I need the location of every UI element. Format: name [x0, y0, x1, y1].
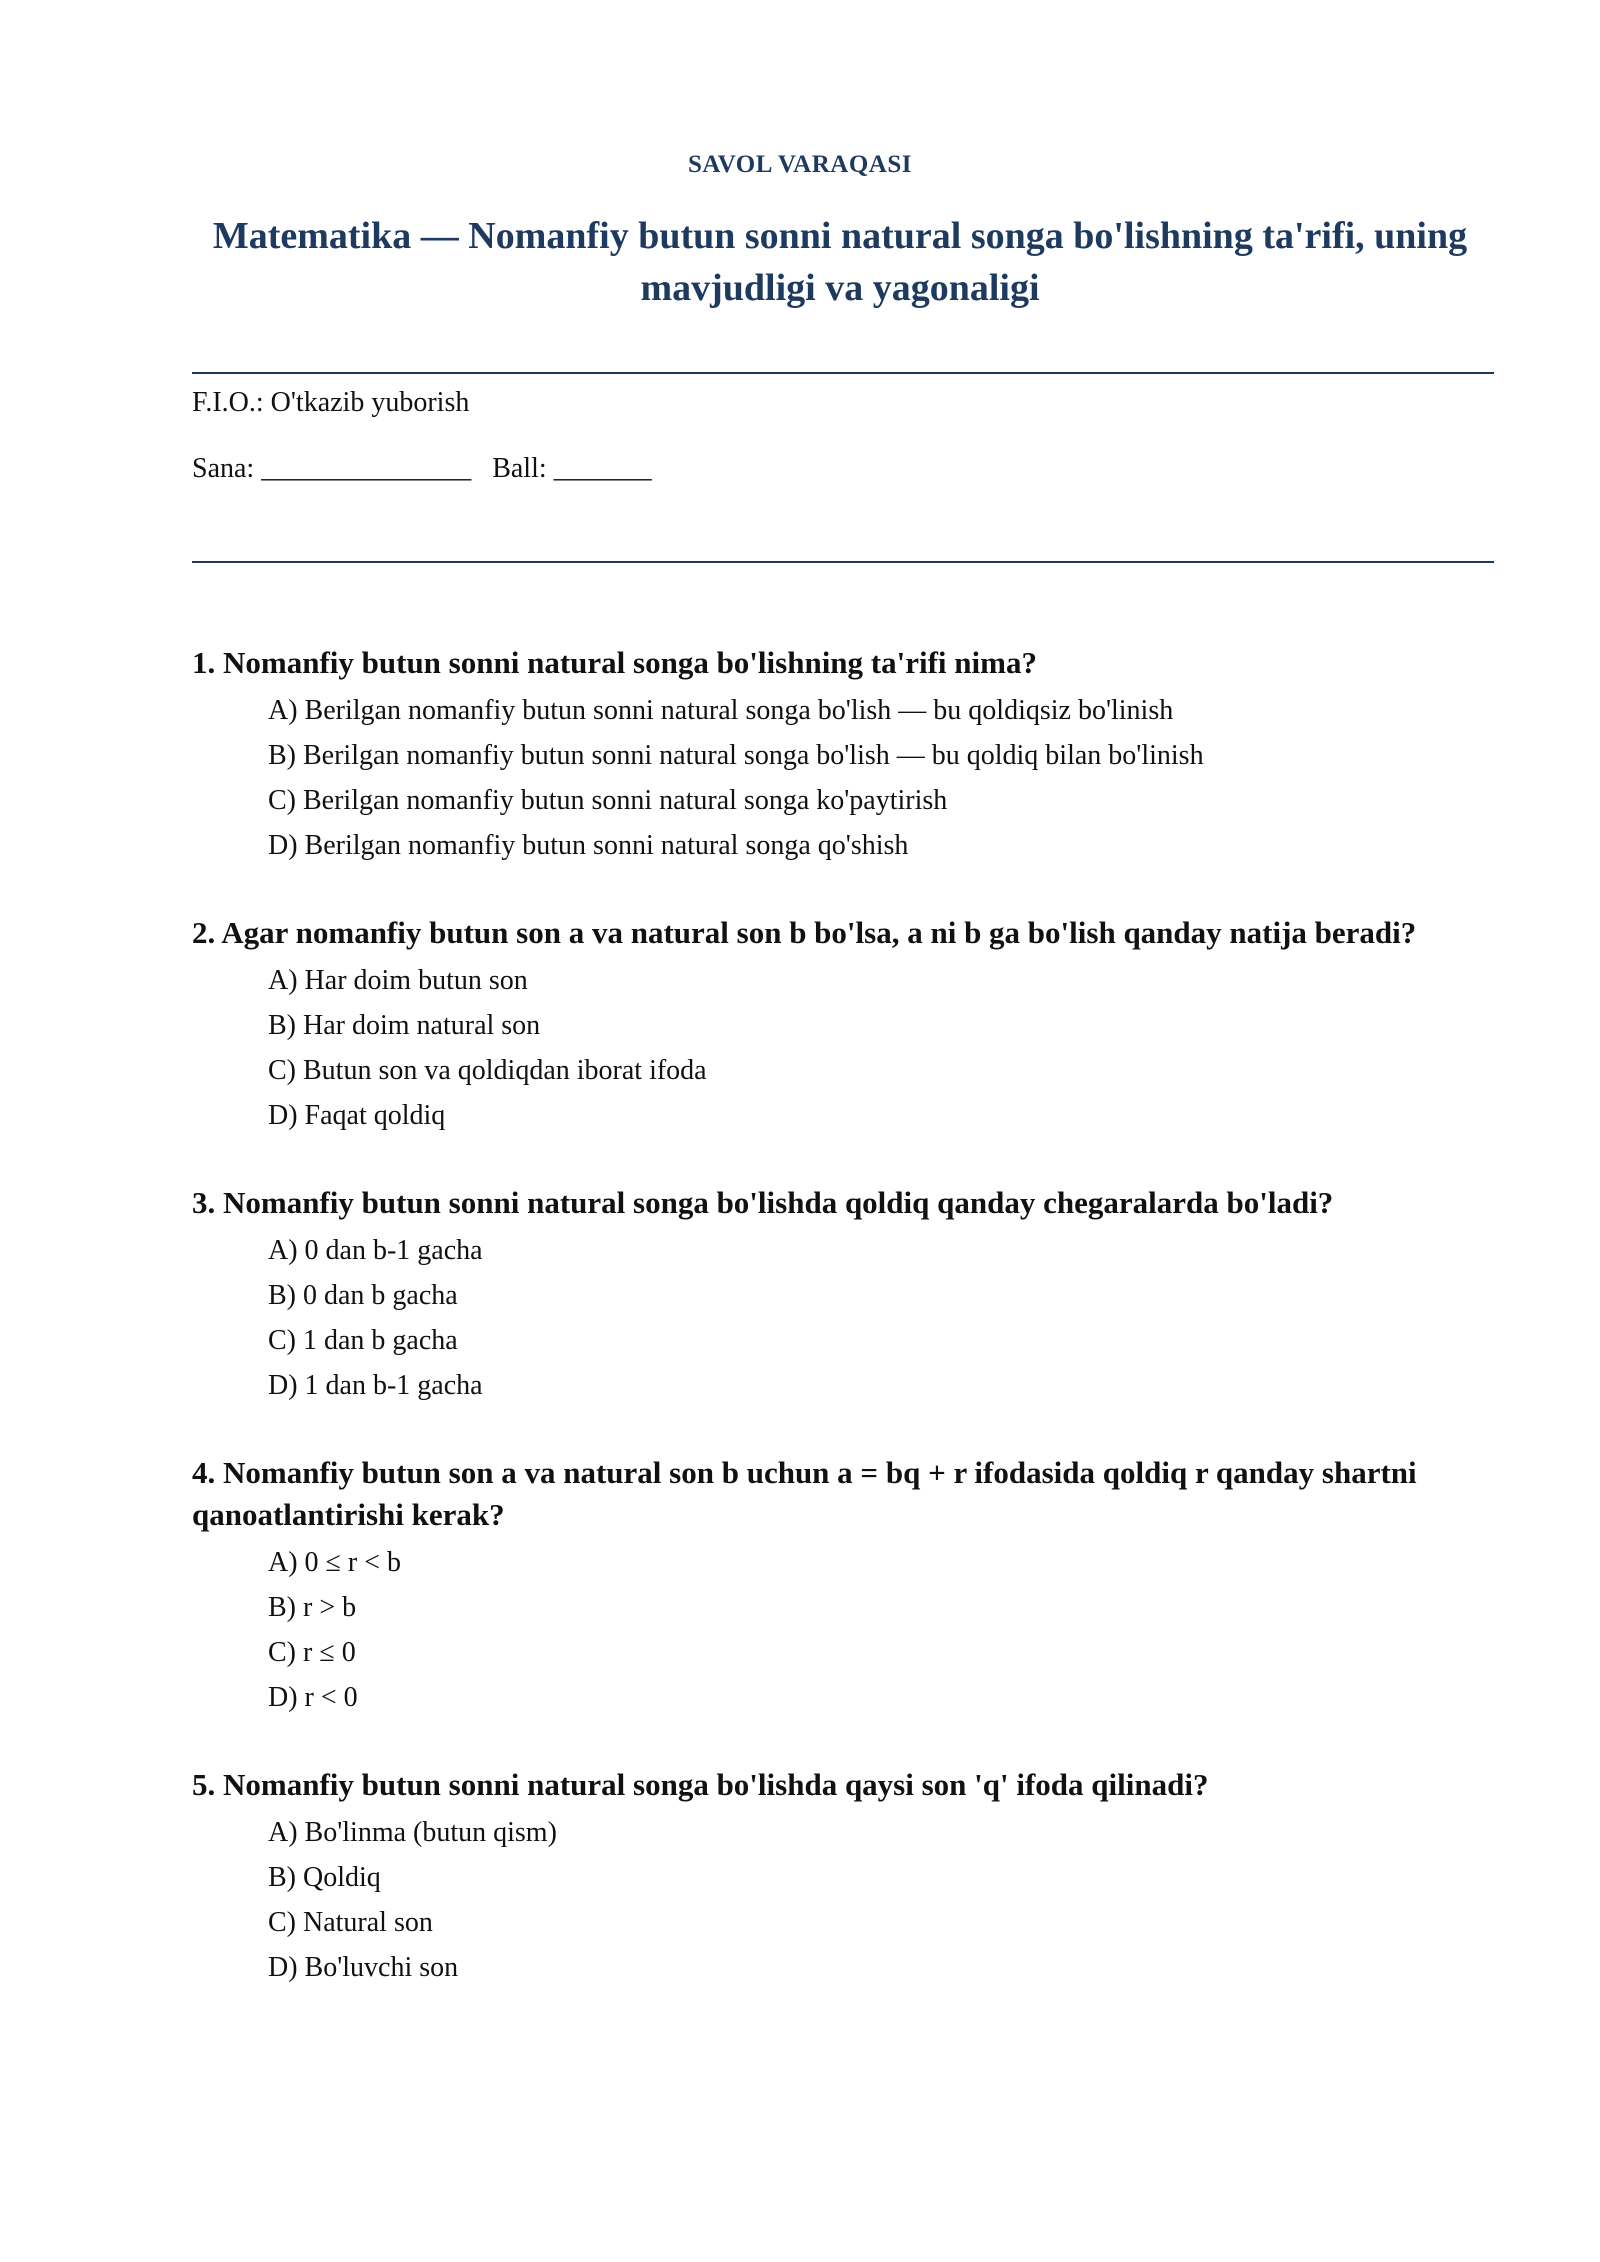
- option-d: D) 1 dan b-1 gacha: [268, 1370, 483, 1401]
- question-3: [192, 1182, 1502, 1408]
- option-a: A) Bo'linma (butun qism): [268, 1817, 557, 1848]
- option-c: C) 1 dan b gacha: [268, 1325, 458, 1356]
- question-text: 5. Nomanfiy butun sonni natural songa bo'lishda qaysi son 'q' ifoda qilinadi?: [192, 1767, 1209, 1802]
- option-a: A) Berilgan nomanfiy butun sonni natural songa bo'lish — bu qoldiqsiz bo'linish: [268, 695, 1174, 726]
- option-b: B) 0 dan b gacha: [268, 1280, 458, 1311]
- date-score-line: Sana: _______________ Ball: _______: [192, 453, 652, 484]
- student-name-line: F.I.O.: O'tkazib yuborish: [192, 387, 470, 418]
- option-c: C) r ≤ 0: [268, 1637, 356, 1668]
- option-b: B) Har doim natural son: [268, 1010, 541, 1041]
- question-4: [192, 1452, 1502, 1720]
- option-c: C) Berilgan nomanfiy butun sonni natural songa ko'paytirish: [268, 785, 948, 816]
- question-text: 4. Nomanfiy butun son a va natural son b uchun a = bq + r ifodasida qoldiq r qanday shartni qanoatlantirishi kerak?: [192, 1455, 1417, 1532]
- option-c: C) Butun son va qoldiqdan iborat ifoda: [268, 1055, 707, 1086]
- option-d: D) Faqat qoldiq: [268, 1100, 446, 1131]
- question-2: [192, 912, 1502, 1138]
- divider-top: [192, 372, 1494, 374]
- question-5: [192, 1764, 1502, 1990]
- option-a: A) 0 dan b-1 gacha: [268, 1235, 483, 1266]
- question-text: 1. Nomanfiy butun sonni natural songa bo'lishning ta'rifi nima?: [192, 645, 1037, 680]
- question-1: [192, 642, 1502, 868]
- sheet-kicker: SAVOL VARAQASI: [688, 151, 912, 178]
- question-text: 3. Nomanfiy butun sonni natural songa bo'lishda qoldiq qanday chegaralarda bo'ladi?: [192, 1185, 1334, 1220]
- option-d: D) r < 0: [268, 1682, 358, 1713]
- option-d: D) Berilgan nomanfiy butun sonni natural songa qo'shish: [268, 830, 909, 861]
- question-list: [192, 642, 1502, 2034]
- option-c: C) Natural son: [268, 1907, 433, 1938]
- option-a: A) 0 ≤ r < b: [268, 1547, 402, 1578]
- question-text: 2. Agar nomanfiy butun son a va natural son b bo'lsa, a ni b ga bo'lish qanday natija beradi?: [192, 915, 1417, 950]
- option-b: B) Berilgan nomanfiy butun sonni natural songa bo'lish — bu qoldiq bilan bo'linish: [268, 740, 1204, 771]
- option-a: A) Har doim butun son: [268, 965, 528, 996]
- sheet-title: Matematika — Nomanfiy butun sonni natural songa bo'lishning ta'rifi, uning mavjudligi va yagonaligi: [212, 215, 1468, 309]
- option-b: B) Qoldiq: [268, 1862, 381, 1893]
- option-b: B) r > b: [268, 1592, 357, 1623]
- option-d: D) Bo'luvchi son: [268, 1952, 459, 1983]
- divider-bottom: [192, 561, 1494, 563]
